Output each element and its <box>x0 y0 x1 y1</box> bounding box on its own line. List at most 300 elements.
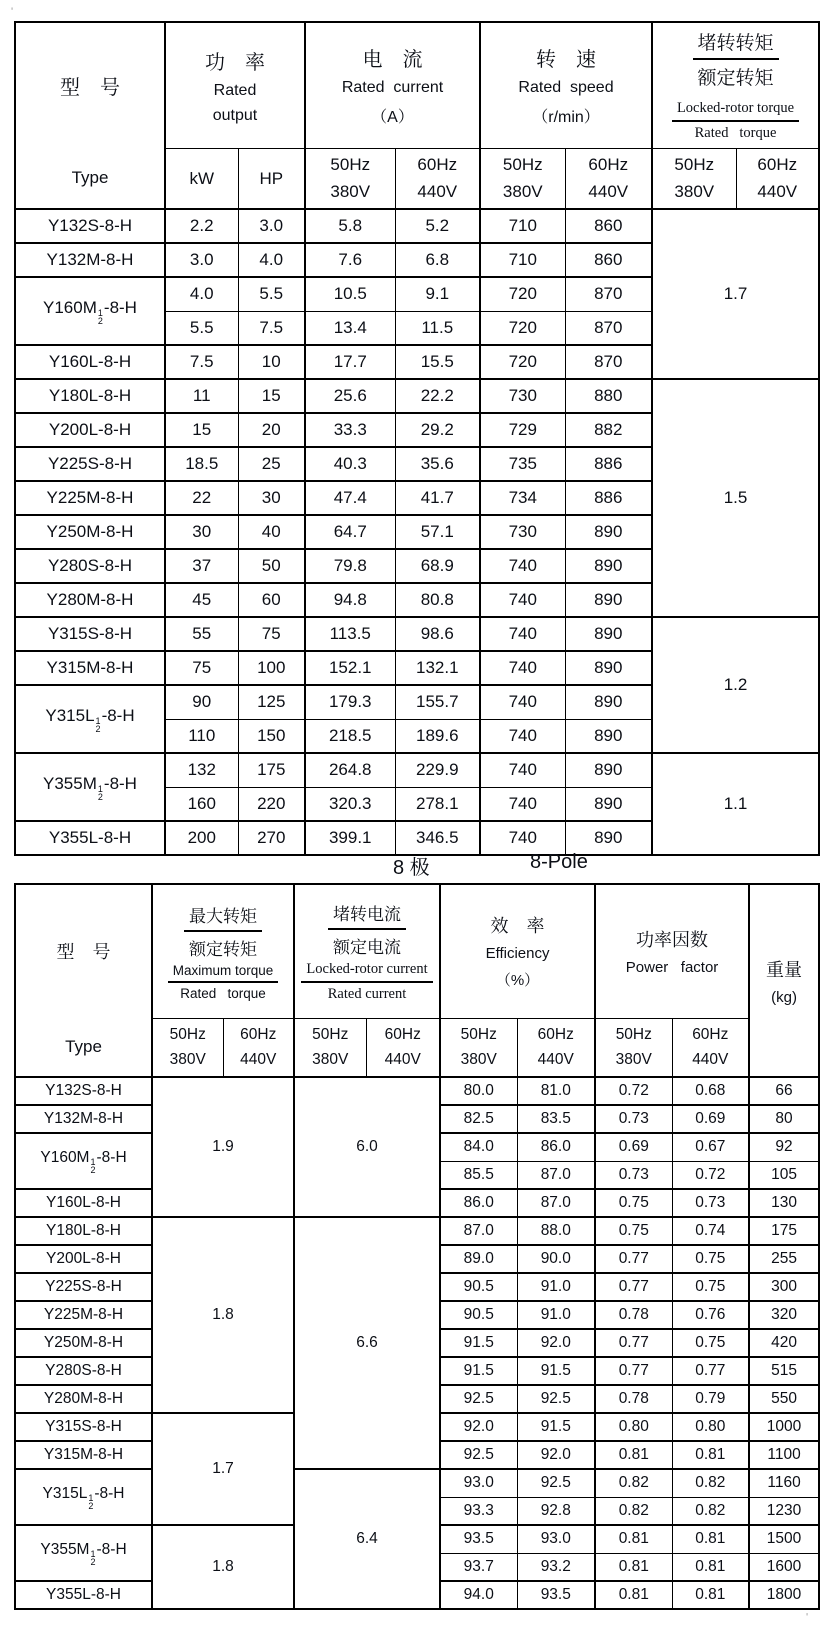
power-factor-zh: 功率因数 <box>636 930 709 951</box>
model-name-cell: Y315M-8-H <box>15 1441 152 1469</box>
speed-60hz-cell: 890 <box>565 787 652 821</box>
speed-50hz-cell: 740 <box>480 583 565 617</box>
hp-cell: 60 <box>238 583 305 617</box>
power-factor-60hz-cell: 0.72 <box>672 1161 749 1189</box>
speed-50hz-cell: 710 <box>480 243 565 277</box>
power-factor-50hz-cell: 0.75 <box>595 1217 672 1245</box>
efficiency-50hz-cell: 94.0 <box>440 1581 517 1609</box>
power-factor-50hz-cell: 0.78 <box>595 1301 672 1329</box>
model-name-cell: Y160M 1 2 -8-H <box>15 1133 152 1189</box>
table2-row <box>15 1217 819 1245</box>
locked-rotor-torque-ratio-cell: 1.5 <box>652 379 819 617</box>
efficiency-50hz-cell: 90.5 <box>440 1273 517 1301</box>
current-50hz-cell: 33.3 <box>305 413 395 447</box>
current-50hz-cell: 79.8 <box>305 549 395 583</box>
hp-cell: 220 <box>238 787 305 821</box>
model-name-cell: Y132S-8-H <box>15 209 165 243</box>
current-50hz-cell: 40.3 <box>305 447 395 481</box>
kw-cell: 18.5 <box>165 447 238 481</box>
max-torque-en-denominator: Rated torque <box>180 985 266 1001</box>
efficiency-50hz-cell: 80.0 <box>440 1077 517 1105</box>
weight-cell: 66 <box>749 1077 819 1105</box>
power-factor-60hz-cell: 0.73 <box>672 1189 749 1217</box>
model-name-cell: Y250M-8-H <box>15 515 165 549</box>
max-torque-ratio-cell: 1.9 <box>152 1077 294 1217</box>
current-50hz-cell: 7.6 <box>305 243 395 277</box>
speed-50hz-cell: 710 <box>480 209 565 243</box>
model-name-cell: Y200L-8-H <box>15 413 165 447</box>
rated-speed-en: Rated speed <box>518 79 614 97</box>
hp-cell: 30 <box>238 481 305 515</box>
efficiency-en: Efficiency <box>485 945 550 963</box>
efficiency-60hz-cell: 86.0 <box>517 1133 595 1161</box>
hp-cell: 25 <box>238 447 305 481</box>
power-factor-60hz-cell: 0.81 <box>672 1553 749 1581</box>
speed-60hz-cell: 890 <box>565 583 652 617</box>
speed-50hz-cell: 730 <box>480 379 565 413</box>
power-factor-60hz-cell: 0.79 <box>672 1385 749 1413</box>
hp-cell: 4.0 <box>238 243 305 277</box>
locked-rotor-current-ratio-cell: 6.6 <box>294 1217 440 1469</box>
current-50hz-cell: 10.5 <box>305 277 395 311</box>
speed-50hz-cell: 740 <box>480 651 565 685</box>
weight-cell: 420 <box>749 1329 819 1357</box>
weight-cell: 550 <box>749 1385 819 1413</box>
rated-output-zh: 功 率 <box>205 51 265 74</box>
current-50hz-cell: 179.3 <box>305 685 395 719</box>
current-50hz-cell: 25.6 <box>305 379 395 413</box>
model-name-cell: Y200L-8-H <box>15 1245 152 1273</box>
power-factor-60hz-cell: 0.69 <box>672 1105 749 1133</box>
efficiency-50hz-cell: 92.0 <box>440 1413 517 1441</box>
locked-rotor-torque-ratio-cell: 1.2 <box>652 617 819 753</box>
efficiency-50hz-cell: 87.0 <box>440 1217 517 1245</box>
efficiency-50hz-cell: 85.5 <box>440 1161 517 1189</box>
model-name-cell: Y225M-8-H <box>15 481 165 515</box>
power-factor-50hz-cell: 0.78 <box>595 1385 672 1413</box>
efficiency-60hz-cell: 92.5 <box>517 1469 595 1497</box>
type-label-en: Type <box>71 167 109 187</box>
rated-current-zh: 电 流 <box>362 49 423 72</box>
efficiency-60hz-cell: 81.0 <box>517 1077 595 1105</box>
scan-artifact-bottom-right: ʹ <box>806 1612 809 1624</box>
current-60hz-cell: 346.5 <box>395 821 480 855</box>
model-name-cell: Y180L-8-H <box>15 1217 152 1245</box>
speed-50hz-cell: 735 <box>480 447 565 481</box>
model-name-cell: Y355M 1 2 -8-H <box>15 753 165 821</box>
model-name-cell: Y250M-8-H <box>15 1329 152 1357</box>
hp-cell: 5.5 <box>238 277 305 311</box>
torque-en-denominator: Rated torque <box>694 125 777 142</box>
subheader-eff-60hz: 60Hz 440V <box>517 1018 595 1077</box>
power-factor-50hz-cell: 0.77 <box>595 1245 672 1273</box>
speed-60hz-cell: 882 <box>565 413 652 447</box>
rated-speed-zh: 转 速 <box>536 49 597 72</box>
table2-body <box>15 1077 819 1609</box>
model-name-cell: Y225M-8-H <box>15 1301 152 1329</box>
speed-60hz-cell: 890 <box>565 549 652 583</box>
model-name-cell: Y225S-8-H <box>15 447 165 481</box>
kw-cell: 7.5 <box>165 345 238 379</box>
model-name-cell: Y225S-8-H <box>15 1273 152 1301</box>
speed-50hz-cell: 740 <box>480 753 565 787</box>
col-header-weight <box>749 884 819 1077</box>
speed-60hz-cell: 886 <box>565 447 652 481</box>
col-header-rated-output <box>165 22 305 148</box>
current-50hz-cell: 320.3 <box>305 787 395 821</box>
locked-rotor-torque-ratio-cell: 1.1 <box>652 753 819 855</box>
speed-50hz-cell: 720 <box>480 345 565 379</box>
kw-cell: 90 <box>165 685 238 719</box>
speed-50hz-cell: 740 <box>480 617 565 651</box>
weight-cell: 1800 <box>749 1581 819 1609</box>
model-name-cell: Y280M-8-H <box>15 583 165 617</box>
weight-cell: 300 <box>749 1273 819 1301</box>
scan-artifact-top-left: ' <box>11 6 14 18</box>
subheader-torque-50hz: 50Hz 380V <box>652 148 736 209</box>
max-torque-zh-denominator: 额定转矩 <box>189 939 257 959</box>
efficiency-50hz-cell: 93.0 <box>440 1469 517 1497</box>
efficiency-50hz-cell: 93.3 <box>440 1497 517 1525</box>
power-factor-60hz-cell: 0.81 <box>672 1441 749 1469</box>
efficiency-60hz-cell: 87.0 <box>517 1161 595 1189</box>
hp-cell: 15 <box>238 379 305 413</box>
max-torque-ratio-cell: 1.8 <box>152 1217 294 1413</box>
power-factor-60hz-cell: 0.81 <box>672 1525 749 1553</box>
speed-60hz-cell: 890 <box>565 617 652 651</box>
type2-label-en: Type <box>65 1036 102 1056</box>
model-name-cell: Y315L 1 2 -8-H <box>15 685 165 753</box>
speed-50hz-cell: 720 <box>480 277 565 311</box>
model-name-cell: Y180L-8-H <box>15 379 165 413</box>
max-torque-zh-fraction <box>184 902 262 960</box>
table2-row <box>15 1077 819 1105</box>
efficiency-60hz-cell: 91.0 <box>517 1301 595 1329</box>
speed-50hz-cell: 740 <box>480 719 565 753</box>
speed-50hz-cell: 740 <box>480 821 565 855</box>
lrc-zh-denominator: 额定电流 <box>333 937 402 957</box>
col-header-locked-rotor-torque-ratio <box>652 22 819 148</box>
model-name-cell: Y355L-8-H <box>15 1581 152 1609</box>
model-name-cell: Y355L-8-H <box>15 821 165 855</box>
power-factor-50hz-cell: 0.73 <box>595 1105 672 1133</box>
table2-header <box>15 884 819 1077</box>
power-factor-50hz-cell: 0.77 <box>595 1357 672 1385</box>
power-factor-50hz-cell: 0.81 <box>595 1441 672 1469</box>
efficiency-50hz-cell: 90.5 <box>440 1301 517 1329</box>
efficiency-60hz-cell: 87.0 <box>517 1189 595 1217</box>
col-header-power-factor <box>595 884 749 1018</box>
table1-row <box>15 379 819 413</box>
max-torque-en-numerator: Maximum torque <box>168 963 279 983</box>
current-60hz-cell: 6.8 <box>395 243 480 277</box>
kw-cell: 22 <box>165 481 238 515</box>
efficiency-60hz-cell: 92.0 <box>517 1441 595 1469</box>
rated-output-en1: Rated <box>213 81 257 99</box>
current-60hz-cell: 189.6 <box>395 719 480 753</box>
kw-cell: 3.0 <box>165 243 238 277</box>
subheader-lrc-50hz: 50Hz 380V <box>294 1018 366 1077</box>
model-name-cell: Y160L-8-H <box>15 1189 152 1217</box>
model-name-cell: Y315L 1 2 -8-H <box>15 1469 152 1525</box>
kw-cell: 55 <box>165 617 238 651</box>
col-header-efficiency <box>440 884 595 1018</box>
speed-50hz-cell: 740 <box>480 685 565 719</box>
current-50hz-cell: 113.5 <box>305 617 395 651</box>
max-torque-en-fraction <box>168 963 279 1001</box>
power-factor-50hz-cell: 0.75 <box>595 1189 672 1217</box>
model-fraction: 1 2 <box>95 715 101 734</box>
power-factor-60hz-cell: 0.74 <box>672 1217 749 1245</box>
table2-row <box>15 1469 819 1497</box>
model-name-cell: Y280M-8-H <box>15 1385 152 1413</box>
efficiency-60hz-cell: 91.5 <box>517 1357 595 1385</box>
hp-cell: 40 <box>238 515 305 549</box>
model-fraction: 1 2 <box>97 783 103 802</box>
current-60hz-cell: 5.2 <box>395 209 480 243</box>
efficiency-60hz-cell: 90.0 <box>517 1245 595 1273</box>
kw-cell: 75 <box>165 651 238 685</box>
efficiency-60hz-cell: 93.2 <box>517 1553 595 1581</box>
power-factor-60hz-cell: 0.67 <box>672 1133 749 1161</box>
col-header-type-2 <box>15 884 152 1077</box>
hp-cell: 3.0 <box>238 209 305 243</box>
lrc-zh-numerator: 堵转电流 <box>328 900 406 930</box>
power-factor-50hz-cell: 0.82 <box>595 1469 672 1497</box>
efficiency-zh: 效 率 <box>490 916 545 937</box>
current-60hz-cell: 98.6 <box>395 617 480 651</box>
power-factor-60hz-cell: 0.75 <box>672 1273 749 1301</box>
locked-rotor-torque-ratio-cell: 1.7 <box>652 209 819 379</box>
kw-cell: 45 <box>165 583 238 617</box>
current-50hz-cell: 94.8 <box>305 583 395 617</box>
hp-cell: 50 <box>238 549 305 583</box>
model-name-cell: Y280S-8-H <box>15 1357 152 1385</box>
power-factor-50hz-cell: 0.72 <box>595 1077 672 1105</box>
kw-cell: 30 <box>165 515 238 549</box>
speed-60hz-cell: 890 <box>565 753 652 787</box>
model-name-cell: Y132S-8-H <box>15 1077 152 1105</box>
kw-cell: 2.2 <box>165 209 238 243</box>
efficiency-60hz-cell: 92.0 <box>517 1329 595 1357</box>
power-factor-50hz-cell: 0.82 <box>595 1497 672 1525</box>
efficiency-60hz-cell: 92.5 <box>517 1385 595 1413</box>
current-50hz-cell: 64.7 <box>305 515 395 549</box>
hp-cell: 175 <box>238 753 305 787</box>
hp-cell: 150 <box>238 719 305 753</box>
weight-cell: 105 <box>749 1161 819 1189</box>
efficiency-50hz-cell: 92.5 <box>440 1385 517 1413</box>
power-factor-60hz-cell: 0.82 <box>672 1497 749 1525</box>
hp-cell: 20 <box>238 413 305 447</box>
efficiency-50hz-cell: 93.5 <box>440 1525 517 1553</box>
efficiency-60hz-cell: 88.0 <box>517 1217 595 1245</box>
speed-60hz-cell: 870 <box>565 311 652 345</box>
efficiency-60hz-cell: 83.5 <box>517 1105 595 1133</box>
efficiency-50hz-cell: 91.5 <box>440 1329 517 1357</box>
efficiency-60hz-cell: 91.5 <box>517 1413 595 1441</box>
weight-cell: 515 <box>749 1357 819 1385</box>
type-label-zh: 型 号 <box>60 76 120 99</box>
current-60hz-cell: 29.2 <box>395 413 480 447</box>
weight-cell: 1100 <box>749 1441 819 1469</box>
rated-output-en2: output <box>212 106 258 124</box>
current-60hz-cell: 155.7 <box>395 685 480 719</box>
current-50hz-cell: 17.7 <box>305 345 395 379</box>
kw-cell: 11 <box>165 379 238 413</box>
weight-cell: 92 <box>749 1133 819 1161</box>
speed-60hz-cell: 890 <box>565 685 652 719</box>
hp-cell: 270 <box>238 821 305 855</box>
current-60hz-cell: 9.1 <box>395 277 480 311</box>
kw-cell: 160 <box>165 787 238 821</box>
kw-cell: 15 <box>165 413 238 447</box>
weight-unit: (kg) <box>771 988 797 1006</box>
speed-60hz-cell: 860 <box>565 243 652 277</box>
power-factor-50hz-cell: 0.77 <box>595 1273 672 1301</box>
model-name-cell: Y315S-8-H <box>15 1413 152 1441</box>
power-factor-60hz-cell: 0.68 <box>672 1077 749 1105</box>
torque-ratio-zh-fraction <box>693 28 779 90</box>
kw-cell: 37 <box>165 549 238 583</box>
power-factor-60hz-cell: 0.82 <box>672 1469 749 1497</box>
current-60hz-cell: 229.9 <box>395 753 480 787</box>
speed-60hz-cell: 870 <box>565 345 652 379</box>
current-60hz-cell: 22.2 <box>395 379 480 413</box>
lrc-en-denominator: Rated current <box>327 985 407 1002</box>
lrc-en-numerator: Locked-rotor current <box>301 961 432 983</box>
speed-60hz-cell: 870 <box>565 277 652 311</box>
kw-cell: 5.5 <box>165 311 238 345</box>
subheader-maxt-50hz: 50Hz 380V <box>152 1018 223 1077</box>
max-torque-ratio-cell: 1.7 <box>152 1413 294 1525</box>
efficiency-50hz-cell: 82.5 <box>440 1105 517 1133</box>
speed-50hz-cell: 730 <box>480 515 565 549</box>
current-50hz-cell: 47.4 <box>305 481 395 515</box>
section-label-8-pole <box>0 851 830 881</box>
locked-rotor-current-ratio-cell: 6.0 <box>294 1077 440 1217</box>
lrc-zh-fraction <box>328 900 406 958</box>
power-factor-60hz-cell: 0.75 <box>672 1329 749 1357</box>
kw-cell: 200 <box>165 821 238 855</box>
weight-cell: 1600 <box>749 1553 819 1581</box>
table1-header <box>15 22 819 209</box>
model-fraction: 1 2 <box>90 1156 96 1175</box>
hp-cell: 10 <box>238 345 305 379</box>
power-factor-60hz-cell: 0.76 <box>672 1301 749 1329</box>
speed-60hz-cell: 880 <box>565 379 652 413</box>
rated-current-en: Rated current <box>341 79 444 97</box>
current-50hz-cell: 13.4 <box>305 311 395 345</box>
torque-zh-denominator: 额定转矩 <box>697 68 774 90</box>
col-header-locked-rotor-current-ratio <box>294 884 440 1018</box>
current-60hz-cell: 80.8 <box>395 583 480 617</box>
col-header-rated-current <box>305 22 480 148</box>
current-60hz-cell: 57.1 <box>395 515 480 549</box>
model-fraction: 1 2 <box>88 1492 94 1511</box>
model-fraction: 1 2 <box>97 307 103 326</box>
efficiency-50hz-cell: 92.5 <box>440 1441 517 1469</box>
subheader-kw: kW <box>165 148 238 209</box>
power-factor-50hz-cell: 0.77 <box>595 1329 672 1357</box>
hp-cell: 7.5 <box>238 311 305 345</box>
efficiency-50hz-cell: 86.0 <box>440 1189 517 1217</box>
efficiency-60hz-cell: 93.0 <box>517 1525 595 1553</box>
power-factor-50hz-cell: 0.80 <box>595 1413 672 1441</box>
col-header-max-torque-ratio <box>152 884 294 1018</box>
subheader-current-50hz: 50Hz 380V <box>305 148 395 209</box>
model-fraction: 1 2 <box>90 1548 96 1567</box>
speed-50hz-cell: 734 <box>480 481 565 515</box>
kw-cell: 4.0 <box>165 277 238 311</box>
speed-50hz-cell: 740 <box>480 787 565 821</box>
motor-spec-table-1 <box>14 21 820 856</box>
weight-cell: 320 <box>749 1301 819 1329</box>
subheader-lrc-60hz: 60Hz 440V <box>366 1018 440 1077</box>
efficiency-50hz-cell: 89.0 <box>440 1245 517 1273</box>
efficiency-60hz-cell: 93.5 <box>517 1581 595 1609</box>
motor-spec-table-2 <box>14 883 820 1610</box>
speed-60hz-cell: 886 <box>565 481 652 515</box>
current-60hz-cell: 68.9 <box>395 549 480 583</box>
model-name-cell: Y132M-8-H <box>15 1105 152 1133</box>
current-60hz-cell: 41.7 <box>395 481 480 515</box>
table1-body <box>15 209 819 855</box>
model-name-cell: Y355M 1 2 -8-H <box>15 1525 152 1581</box>
power-factor-60hz-cell: 0.77 <box>672 1357 749 1385</box>
locked-rotor-current-ratio-cell: 6.4 <box>294 1469 440 1609</box>
speed-50hz-cell: 720 <box>480 311 565 345</box>
max-torque-zh-numerator: 最大转矩 <box>184 902 262 932</box>
speed-60hz-cell: 860 <box>565 209 652 243</box>
table1-row <box>15 209 819 243</box>
pole-label-en: 8-Pole <box>530 851 588 873</box>
model-name-cell: Y132M-8-H <box>15 243 165 277</box>
current-60hz-cell: 15.5 <box>395 345 480 379</box>
model-name-cell: Y280S-8-H <box>15 549 165 583</box>
lrc-en-fraction <box>301 961 432 1003</box>
subheader-speed-60hz: 60Hz 440V <box>565 148 652 209</box>
rated-current-unit: （A） <box>371 109 414 127</box>
power-factor-50hz-cell: 0.69 <box>595 1133 672 1161</box>
efficiency-unit: （%） <box>495 972 540 990</box>
type2-label-zh: 型 号 <box>56 942 111 962</box>
power-factor-50hz-cell: 0.81 <box>595 1525 672 1553</box>
power-factor-60hz-cell: 0.80 <box>672 1413 749 1441</box>
power-factor-50hz-cell: 0.81 <box>595 1553 672 1581</box>
efficiency-50hz-cell: 91.5 <box>440 1357 517 1385</box>
speed-60hz-cell: 890 <box>565 719 652 753</box>
torque-en-numerator: Locked-rotor torque <box>672 100 799 122</box>
current-60hz-cell: 278.1 <box>395 787 480 821</box>
efficiency-60hz-cell: 92.8 <box>517 1497 595 1525</box>
current-50hz-cell: 264.8 <box>305 753 395 787</box>
current-50hz-cell: 218.5 <box>305 719 395 753</box>
model-name-cell: Y160M 1 2 -8-H <box>15 277 165 345</box>
current-50hz-cell: 5.8 <box>305 209 395 243</box>
model-name-cell: Y315S-8-H <box>15 617 165 651</box>
current-50hz-cell: 399.1 <box>305 821 395 855</box>
model-name-cell: Y160L-8-H <box>15 345 165 379</box>
hp-cell: 125 <box>238 685 305 719</box>
speed-60hz-cell: 890 <box>565 515 652 549</box>
subheader-maxt-60hz: 60Hz 440V <box>223 1018 294 1077</box>
weight-cell: 130 <box>749 1189 819 1217</box>
max-torque-ratio-cell: 1.8 <box>152 1525 294 1609</box>
subheader-pf-50hz: 50Hz 380V <box>595 1018 672 1077</box>
current-60hz-cell: 132.1 <box>395 651 480 685</box>
subheader-pf-60hz: 60Hz 440V <box>672 1018 749 1077</box>
